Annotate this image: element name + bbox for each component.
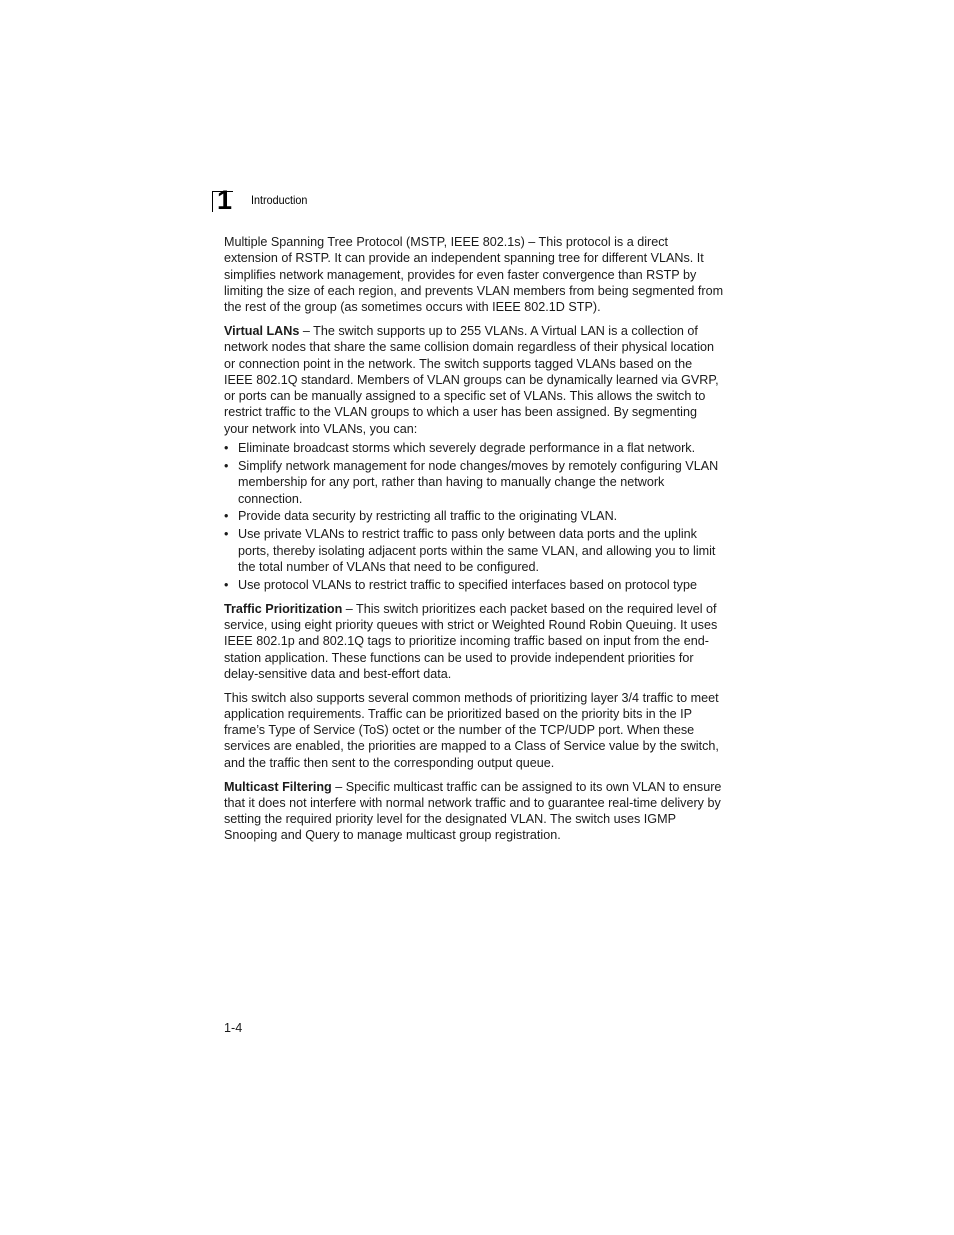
bullet-icon: • (224, 509, 229, 524)
multicast-heading: Multicast Filtering (224, 779, 332, 794)
page-body (224, 234, 724, 851)
list-item-text: Use private VLANs to restrict traffic to pass only between data ports and the uplink ports, thereby isolating adjacent ports within the same VLAN, and allowing you to limit the total number of VLANs that need to be configured. (238, 527, 716, 574)
bullet-icon: • (224, 458, 229, 473)
vlan-paragraph (224, 323, 724, 437)
list-item (224, 577, 724, 593)
page-number: 1-4 (224, 1021, 243, 1035)
bullet-icon: • (224, 577, 229, 592)
list-item (224, 440, 724, 456)
list-item-text: Eliminate broadcast storms which severely degrade performance in a flat network. (238, 441, 696, 456)
list-item (224, 458, 724, 507)
list-item (224, 526, 724, 575)
vlan-text: – The switch supports up to 255 VLANs. A Virtual LAN is a collection of network nodes that share the same collision domain regardless of their physical location or connection point in the network. The switch supports tagged VLANs based on the IEEE 802.1Q standard. Members of VLAN groups can be dynamically learned via GVRP, or ports can be manually assigned to a specific set of VLANs. This allows the switch to restrict traffic to the VLAN groups to which a user has been assigned. By segmenting your network into VLANs, you can: (224, 323, 719, 436)
list-item-text: Provide data security by restricting all traffic to the originating VLAN. (238, 509, 618, 524)
list-item-text: Use protocol VLANs to restrict traffic to specified interfaces based on protocol type (238, 577, 697, 592)
traffic-paragraph (224, 601, 724, 682)
page-header (212, 185, 308, 215)
bullet-icon: • (224, 441, 229, 456)
multicast-text: – Specific multicast traffic can be assigned to its own VLAN to ensure that it does not interfere with normal network traffic and to guarantee real-time delivery by setting the required priority level for the designated VLAN. The switch uses IGMP Snooping and Query to manage multicast group registration. (224, 779, 722, 843)
multicast-paragraph (224, 779, 724, 844)
traffic-text: – This switch prioritizes each packet based on the required level of service, using eight priority queues with strict or Weighted Round Robin Queuing. It uses IEEE 802.1p and 802.1Q tags to prioritize incoming traffic based on input from the end-station application. These functions can be used to provide independent priorities for delay-sensitive data and best-effort data. (224, 601, 718, 681)
list-item-text: Simplify network management for node changes/moves by remotely configuring VLAN membership for any port, rather than having to manually change the network connection. (238, 458, 719, 506)
layer34-paragraph: This switch also supports several common methods of prioritizing layer 3/4 traffic to meet application requirements. Traffic can be prioritized based on the priority bits in the IP frame’s Type of Service (ToS) octet or the number of the TCP/UDP port. When these services are enabled, the priorities are mapped to a Class of Service value by the switch, and the traffic then sent to the corresponding output queue. (224, 690, 719, 770)
bullet-icon: • (224, 527, 229, 542)
running-head: Introduction (251, 193, 308, 207)
mstp-paragraph: Multiple Spanning Tree Protocol (MSTP, IEEE 802.1s) – This protocol is a direct extension of RSTP. It can provide an independent spanning tree for different VLANs. It simplifies network management, provides for even faster convergence than RSTP by limiting the size of each region, and prevents VLAN members from being segmented from the rest of the group (as sometimes occurs with IEEE 802.1D STP). (224, 235, 724, 315)
vlan-benefits-list (224, 440, 724, 593)
chapter-number: 1 (217, 185, 233, 215)
list-item (224, 508, 724, 524)
traffic-heading: Traffic Prioritization (224, 601, 343, 616)
vlan-heading: Virtual LANs (224, 323, 300, 338)
chapter-marker (212, 185, 236, 215)
